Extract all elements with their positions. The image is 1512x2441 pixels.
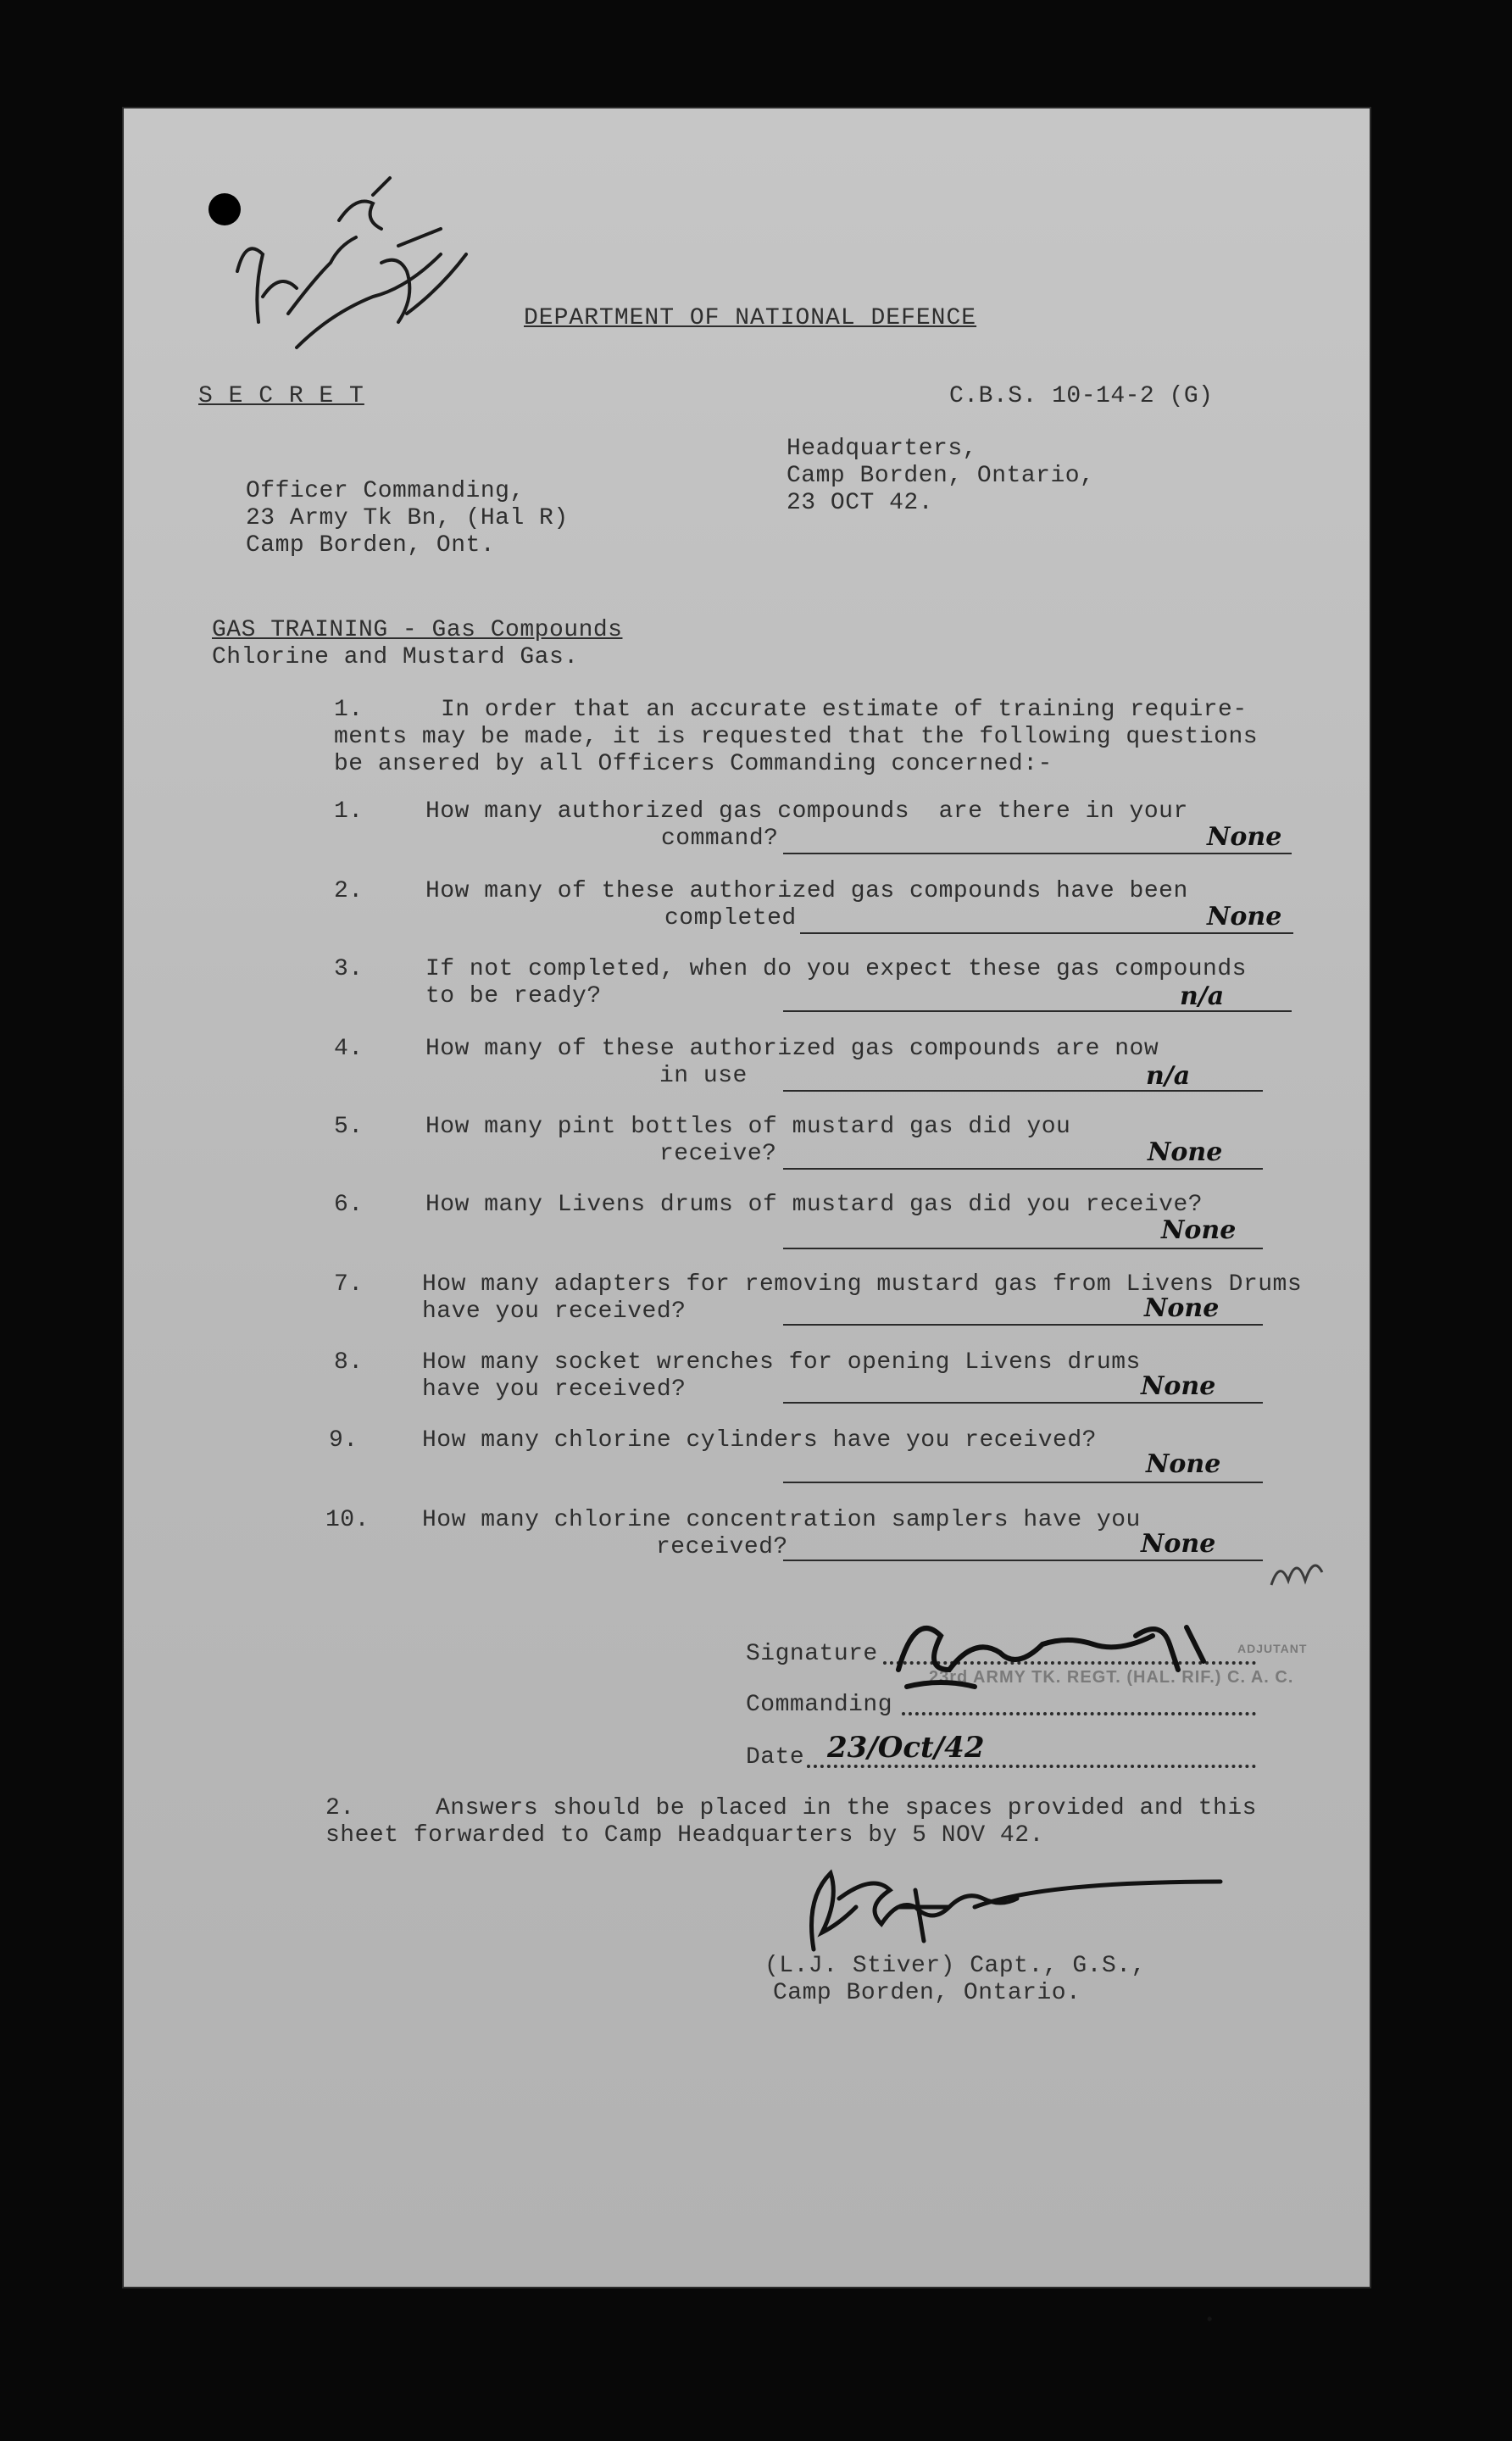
answer-handwritten: n/a	[1180, 981, 1225, 1011]
department-heading: DEPARTMENT OF NATIONAL DEFENCE	[524, 305, 977, 331]
subject-line-2: Chlorine and Mustard Gas.	[212, 644, 579, 670]
question-text: How many socket wrenches for opening Livens drums	[422, 1349, 1141, 1376]
question-text-cont: to be ready?	[425, 983, 602, 1009]
question-number: 10.	[325, 1507, 370, 1533]
closing-line-2: sheet forwarded to Camp Headquarters by 5 NOV 42.	[325, 1822, 1044, 1849]
answer-handwritten: None	[1141, 1371, 1216, 1401]
closing-line-1: Answers should be placed in the spaces provided and this	[436, 1795, 1257, 1821]
answer-line	[783, 1248, 1263, 1249]
intro-line-1: In order that an accurate estimate of training require-	[441, 697, 1248, 723]
margin-handwritten-note	[212, 144, 492, 364]
recipient-line-1: Officer Commanding,	[246, 478, 525, 504]
intro-number: 1.	[334, 697, 364, 723]
answer-line	[800, 932, 1293, 934]
date-dotted-line	[807, 1765, 1256, 1768]
question-text: How many chlorine concentration samplers have you	[422, 1507, 1141, 1533]
file-reference: C.B.S. 10-14-2 (G)	[949, 383, 1214, 409]
question-text: How many of these authorized gas compounds have been	[425, 878, 1188, 904]
question-text-cont: receive?	[659, 1141, 777, 1167]
answer-line	[783, 1168, 1263, 1170]
question-number: 2.	[334, 878, 364, 904]
answer-handwritten: None	[1207, 822, 1282, 852]
sender-line-2: Camp Borden, Ontario,	[787, 463, 1095, 489]
signatory-location: Camp Borden, Ontario.	[773, 1980, 1081, 2006]
answer-handwritten: None	[1146, 1449, 1221, 1479]
answer-line	[783, 1324, 1263, 1326]
signatory-name: (L.J. Stiver) Capt., G.S.,	[764, 1953, 1146, 1979]
answer-line	[783, 1402, 1263, 1404]
recipient-line-3: Camp Borden, Ont.	[246, 532, 496, 559]
answer-handwritten: n/a	[1146, 1061, 1191, 1091]
stiver-signature	[780, 1856, 1220, 1966]
question-text-cont: command?	[661, 826, 779, 852]
answer-line	[783, 1482, 1263, 1483]
question-text: How many pint bottles of mustard gas did you	[425, 1114, 1071, 1140]
commanding-dotted-line	[902, 1712, 1256, 1715]
answer-handwritten: None	[1161, 1215, 1237, 1245]
question-text: If not completed, when do you expect these gas compounds	[425, 956, 1247, 982]
question-text: How many chlorine cylinders have you received?	[422, 1427, 1097, 1454]
question-number: 4.	[334, 1036, 364, 1062]
answer-line	[783, 1090, 1263, 1092]
intro-line-2: ments may be made, it is requested that the following questions	[334, 724, 1259, 750]
commanding-officer-signature	[881, 1602, 1254, 1695]
question-text-cont: in use	[659, 1063, 748, 1089]
answer-line	[783, 853, 1292, 854]
question-text: How many Livens drums of mustard gas did you receive?	[425, 1192, 1203, 1218]
question-number: 5.	[334, 1114, 364, 1140]
question-text: How many authorized gas compounds are there in your	[425, 798, 1188, 825]
question-text-cont: have you received?	[422, 1376, 687, 1403]
unit-stamp: 23rd ARMY TK. REGT. (HAL. RIF.) C. A. C.	[929, 1668, 1294, 1687]
answer-handwritten: None	[1144, 1293, 1220, 1323]
question-text-cont: received?	[656, 1534, 788, 1560]
sender-date: 23 OCT 42.	[787, 490, 934, 516]
answer-line	[783, 1560, 1263, 1561]
sender-line-1: Headquarters,	[787, 436, 977, 462]
recipient-line-2: 23 Army Tk Bn, (Hal R)	[246, 505, 569, 531]
initials-mark	[1263, 1551, 1331, 1602]
question-text: How many adapters for removing mustard gas from Livens Drums	[422, 1271, 1303, 1298]
question-number: 8.	[334, 1349, 364, 1376]
question-text-cont: completed	[664, 905, 797, 931]
answer-handwritten: None	[1148, 1137, 1223, 1167]
question-number: 1.	[334, 798, 364, 825]
date-handwritten: 23/Oct/42	[827, 1731, 985, 1765]
answer-handwritten: None	[1207, 902, 1282, 931]
closing-number: 2.	[325, 1795, 355, 1821]
answer-handwritten: None	[1141, 1529, 1216, 1559]
intro-line-3: be ansered by all Officers Commanding concerned:-	[334, 751, 1053, 777]
question-number: 9.	[329, 1427, 359, 1454]
signature-label: Signature	[746, 1641, 878, 1667]
date-label: Date	[746, 1744, 805, 1771]
question-number: 3.	[334, 956, 364, 982]
question-number: 7.	[334, 1271, 364, 1298]
question-number: 6.	[334, 1192, 364, 1218]
question-text: How many of these authorized gas compounds are now	[425, 1036, 1159, 1062]
classification-marking: S E C R E T	[198, 383, 364, 409]
commanding-label: Commanding	[746, 1692, 893, 1718]
stamp-adjutant: ADJUTANT	[1237, 1642, 1308, 1655]
question-text-cont: have you received?	[422, 1298, 687, 1325]
subject-line-1: GAS TRAINING - Gas Compounds	[212, 617, 623, 643]
